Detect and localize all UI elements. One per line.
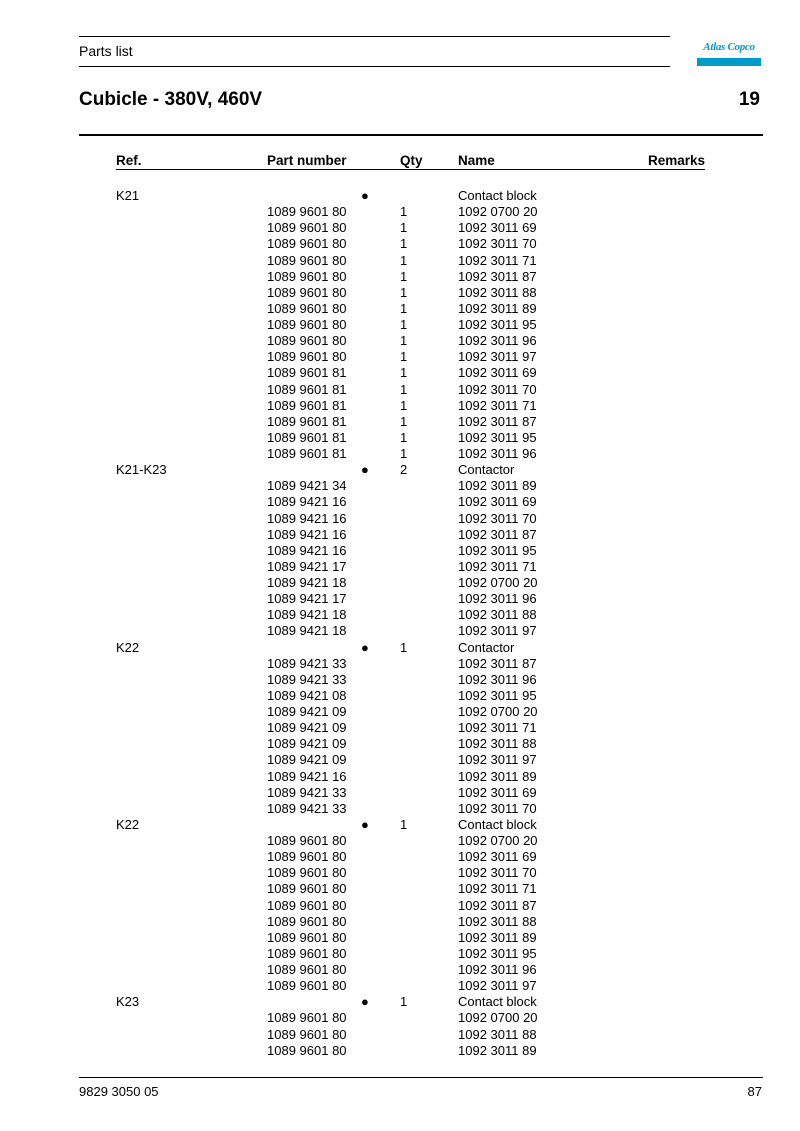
table-row [0,511,800,527]
part-number-cell: 1089 9421 16 [267,768,347,784]
part-number-cell: 1089 9601 80 [267,349,347,365]
part-number-cell: 1089 9601 81 [267,381,347,397]
table-row [0,527,800,543]
table-row [0,398,800,414]
table-row [0,801,800,817]
table-row [0,220,800,236]
name-cell: 1092 3011 96 [458,671,537,687]
part-number-cell: 1089 9421 09 [267,752,347,768]
table-row [0,462,800,478]
qty-cell: 1 [400,317,408,332]
bullet-icon: ● [361,462,369,478]
name-cell: 1092 3011 70 [458,865,537,881]
part-number-cell: 1089 9421 33 [267,671,347,687]
table-row [0,317,800,333]
table-row [0,785,800,801]
table-row [0,188,800,204]
table-row [0,236,800,252]
table-row [0,881,800,897]
part-number-cell: 1089 9601 81 [267,413,347,429]
part-number-cell: 1089 9421 33 [267,784,347,800]
part-number-cell: 1089 9421 09 [267,720,347,736]
table-row [0,559,800,575]
part-number-cell: 1089 9601 80 [267,284,347,300]
name-cell: 1092 3011 96 [458,591,537,607]
header-label: Parts list [79,43,133,59]
table-row [0,365,800,381]
part-number-cell: 1089 9601 81 [267,446,347,461]
name-cell: Contact block [458,188,537,203]
name-cell: 1092 0700 20 [458,704,538,719]
table-row [0,946,800,962]
header-top-rule [79,36,670,37]
name-cell: 1092 3011 95 [458,317,537,332]
qty-cell: 1 [400,365,408,381]
table-row [0,253,800,269]
bullet-icon: ● [361,994,369,1010]
name-cell: 1092 3011 87 [458,413,537,429]
name-cell: 1092 3011 97 [458,752,537,768]
table-row [0,930,800,946]
table-row [0,446,800,462]
table-row [0,1010,800,1026]
name-cell: Contact block [458,994,537,1010]
name-cell: 1092 3011 69 [458,494,537,510]
qty-cell: 1 [400,994,408,1010]
table-row [0,752,800,768]
name-cell: 1092 3011 89 [458,478,537,494]
logo-text: Atlas Copco [703,41,755,53]
qty-cell: 1 [400,397,408,413]
part-number-cell: 1089 9601 80 [267,252,347,268]
name-cell: 1092 3011 71 [458,252,537,268]
part-number-cell: 1089 9421 08 [267,687,347,703]
name-cell: Contactor [458,639,515,655]
part-number-cell: 1089 9601 80 [267,1026,347,1042]
part-number-cell: 1089 9601 80 [267,333,347,349]
part-number-cell: 1089 9601 80 [267,268,347,284]
table-row [0,640,800,656]
table-row [0,349,800,365]
name-cell: 1092 3011 71 [458,881,537,897]
column-header-qty: Qty [400,153,423,168]
table-row [0,301,800,317]
part-number-cell: 1089 9421 34 [267,478,347,494]
part-number-cell: 1089 9601 81 [267,429,347,445]
name-cell: 1092 3011 87 [458,897,537,913]
page-number: 87 [747,1084,762,1099]
name-cell: 1092 3011 70 [458,381,537,397]
name-cell: 1092 3011 69 [458,220,537,236]
table-row [0,333,800,349]
table-row [0,688,800,704]
name-cell: 1092 3011 97 [458,349,537,365]
table-row [0,382,800,398]
part-number-cell: 1089 9601 80 [267,897,347,913]
bullet-icon: ● [361,816,369,832]
table-row [0,543,800,559]
name-cell: 1092 3011 70 [458,800,537,816]
table-row [0,1043,800,1059]
part-number-cell: 1089 9601 80 [267,978,347,994]
company-logo [697,36,761,66]
bullet-icon: ● [361,639,369,655]
name-cell: 1092 3011 70 [458,510,537,526]
part-number-cell: 1089 9421 16 [267,510,347,526]
name-cell: 1092 3011 96 [458,446,537,461]
part-number-cell: 1089 9421 16 [267,526,347,542]
table-row [0,414,800,430]
table-row [0,865,800,881]
name-cell: 1092 3011 88 [458,284,537,300]
ref-cell: K22 [116,639,140,655]
qty-cell: 1 [400,284,408,300]
name-cell: 1092 3011 89 [458,300,537,316]
table-row [0,769,800,785]
table-row [0,817,800,833]
table-row [0,849,800,865]
part-number-cell: 1089 9421 18 [267,575,347,590]
qty-cell: 1 [400,236,408,252]
ref-cell: K23 [116,994,140,1010]
part-number-cell: 1089 9601 80 [267,945,347,961]
qty-cell: 1 [400,429,408,445]
part-number-cell: 1089 9421 17 [267,591,347,607]
name-cell: 1092 3011 87 [458,268,537,284]
name-cell: 1092 3011 71 [458,397,537,413]
table-row [0,204,800,220]
part-number-cell: 1089 9421 16 [267,494,347,510]
table-row [0,720,800,736]
qty-cell: 1 [400,333,408,349]
ref-cell: K21 [116,188,140,203]
name-cell: 1092 3011 89 [458,768,537,784]
name-cell: 1092 3011 71 [458,558,537,574]
name-cell: 1092 3011 97 [458,978,537,994]
name-cell: 1092 3011 89 [458,1042,537,1058]
header-rule [116,169,705,170]
table-row [0,978,800,994]
part-number-cell: 1089 9601 80 [267,236,347,252]
name-cell: 1092 0700 20 [458,1010,538,1026]
qty-cell: 1 [400,252,408,268]
table-row [0,607,800,623]
table-row [0,914,800,930]
name-cell: 1092 3011 95 [458,687,537,703]
qty-cell: 1 [400,446,408,461]
part-number-cell: 1089 9421 18 [267,623,347,639]
part-number-cell: 1089 9601 81 [267,397,347,413]
name-cell: 1092 3011 88 [458,607,537,623]
table-row [0,1027,800,1043]
table-row [0,623,800,639]
qty-cell: 1 [400,381,408,397]
parts-table-body [0,188,800,1059]
part-number-cell: 1089 9601 80 [267,220,347,236]
part-number-cell: 1089 9601 80 [267,833,347,848]
column-header-remarks: Remarks [648,153,706,168]
table-row [0,656,800,672]
part-number-cell: 1089 9421 09 [267,704,347,719]
part-number-cell: 1089 9601 80 [267,849,347,865]
name-cell: 1092 3011 71 [458,720,537,736]
name-cell: 1092 3011 88 [458,1026,537,1042]
table-row [0,285,800,301]
part-number-cell: 1089 9601 80 [267,881,347,897]
column-header-part-number: Part number [267,153,347,168]
part-number-cell: 1089 9601 80 [267,1042,347,1058]
name-cell: 1092 3011 69 [458,784,537,800]
name-cell: 1092 0700 20 [458,575,538,590]
ref-cell: K22 [116,816,140,832]
part-number-cell: 1089 9601 81 [267,365,347,381]
table-row [0,736,800,752]
table-row [0,672,800,688]
column-header-name: Name [458,153,495,168]
table-row [0,898,800,914]
part-number-cell: 1089 9601 80 [267,929,347,945]
part-number-cell: 1089 9421 09 [267,736,347,752]
part-number-cell: 1089 9601 80 [267,1010,347,1026]
part-number-cell: 1089 9601 80 [267,913,347,929]
part-number-cell: 1089 9421 33 [267,800,347,816]
document-number: 9829 3050 05 [79,1084,159,1099]
name-cell: 1092 3011 70 [458,236,537,252]
title-rule [79,134,763,136]
part-number-cell: 1089 9601 80 [267,865,347,881]
part-number-cell: 1089 9421 16 [267,542,347,558]
qty-cell: 1 [400,268,408,284]
name-cell: 1092 3011 89 [458,929,537,945]
name-cell: 1092 3011 69 [458,849,537,865]
part-number-cell: 1089 9421 17 [267,558,347,574]
section-number: 19 [738,89,760,110]
qty-cell: 1 [400,220,408,236]
table-row [0,833,800,849]
table-row [0,994,800,1010]
table-row [0,591,800,607]
column-header-ref: Ref. [116,153,142,168]
part-number-cell: 1089 9421 33 [267,655,347,671]
name-cell: 1092 3011 95 [458,429,537,445]
table-row [0,704,800,720]
footer-rule [79,1077,763,1078]
page-title: Cubicle - 380V, 460V [79,89,263,110]
name-cell: 1092 3011 88 [458,913,537,929]
name-cell: 1092 3011 95 [458,542,537,558]
name-cell: 1092 3011 96 [458,333,537,349]
ref-cell: K21-K23 [116,462,167,478]
part-number-cell: 1089 9421 18 [267,607,347,623]
part-number-cell: 1089 9601 80 [267,962,347,977]
name-cell: 1092 3011 69 [458,365,537,381]
part-number-cell: 1089 9601 80 [267,317,347,332]
name-cell: 1092 3011 88 [458,736,537,752]
name-cell: 1092 3011 96 [458,962,537,977]
qty-cell: 1 [400,413,408,429]
table-row [0,494,800,510]
table-row [0,430,800,446]
name-cell: Contactor [458,462,515,478]
qty-cell: 1 [400,639,408,655]
part-number-cell: 1089 9601 80 [267,204,347,220]
table-row [0,269,800,285]
table-row [0,575,800,591]
qty-cell: 1 [400,300,408,316]
name-cell: 1092 0700 20 [458,833,538,848]
table-row [0,962,800,978]
bullet-icon: ● [361,188,369,203]
qty-cell: 1 [400,204,408,220]
name-cell: 1092 3011 87 [458,655,537,671]
name-cell: 1092 3011 87 [458,526,537,542]
qty-cell: 2 [400,462,408,478]
name-cell: 1092 3011 95 [458,945,537,961]
name-cell: Contact block [458,816,537,832]
name-cell: 1092 0700 20 [458,204,538,220]
qty-cell: 1 [400,816,408,832]
part-number-cell: 1089 9601 80 [267,300,347,316]
header-bottom-rule [79,66,670,67]
logo-bar [697,58,761,66]
table-row [0,478,800,494]
name-cell: 1092 3011 97 [458,623,537,639]
qty-cell: 1 [400,349,408,365]
